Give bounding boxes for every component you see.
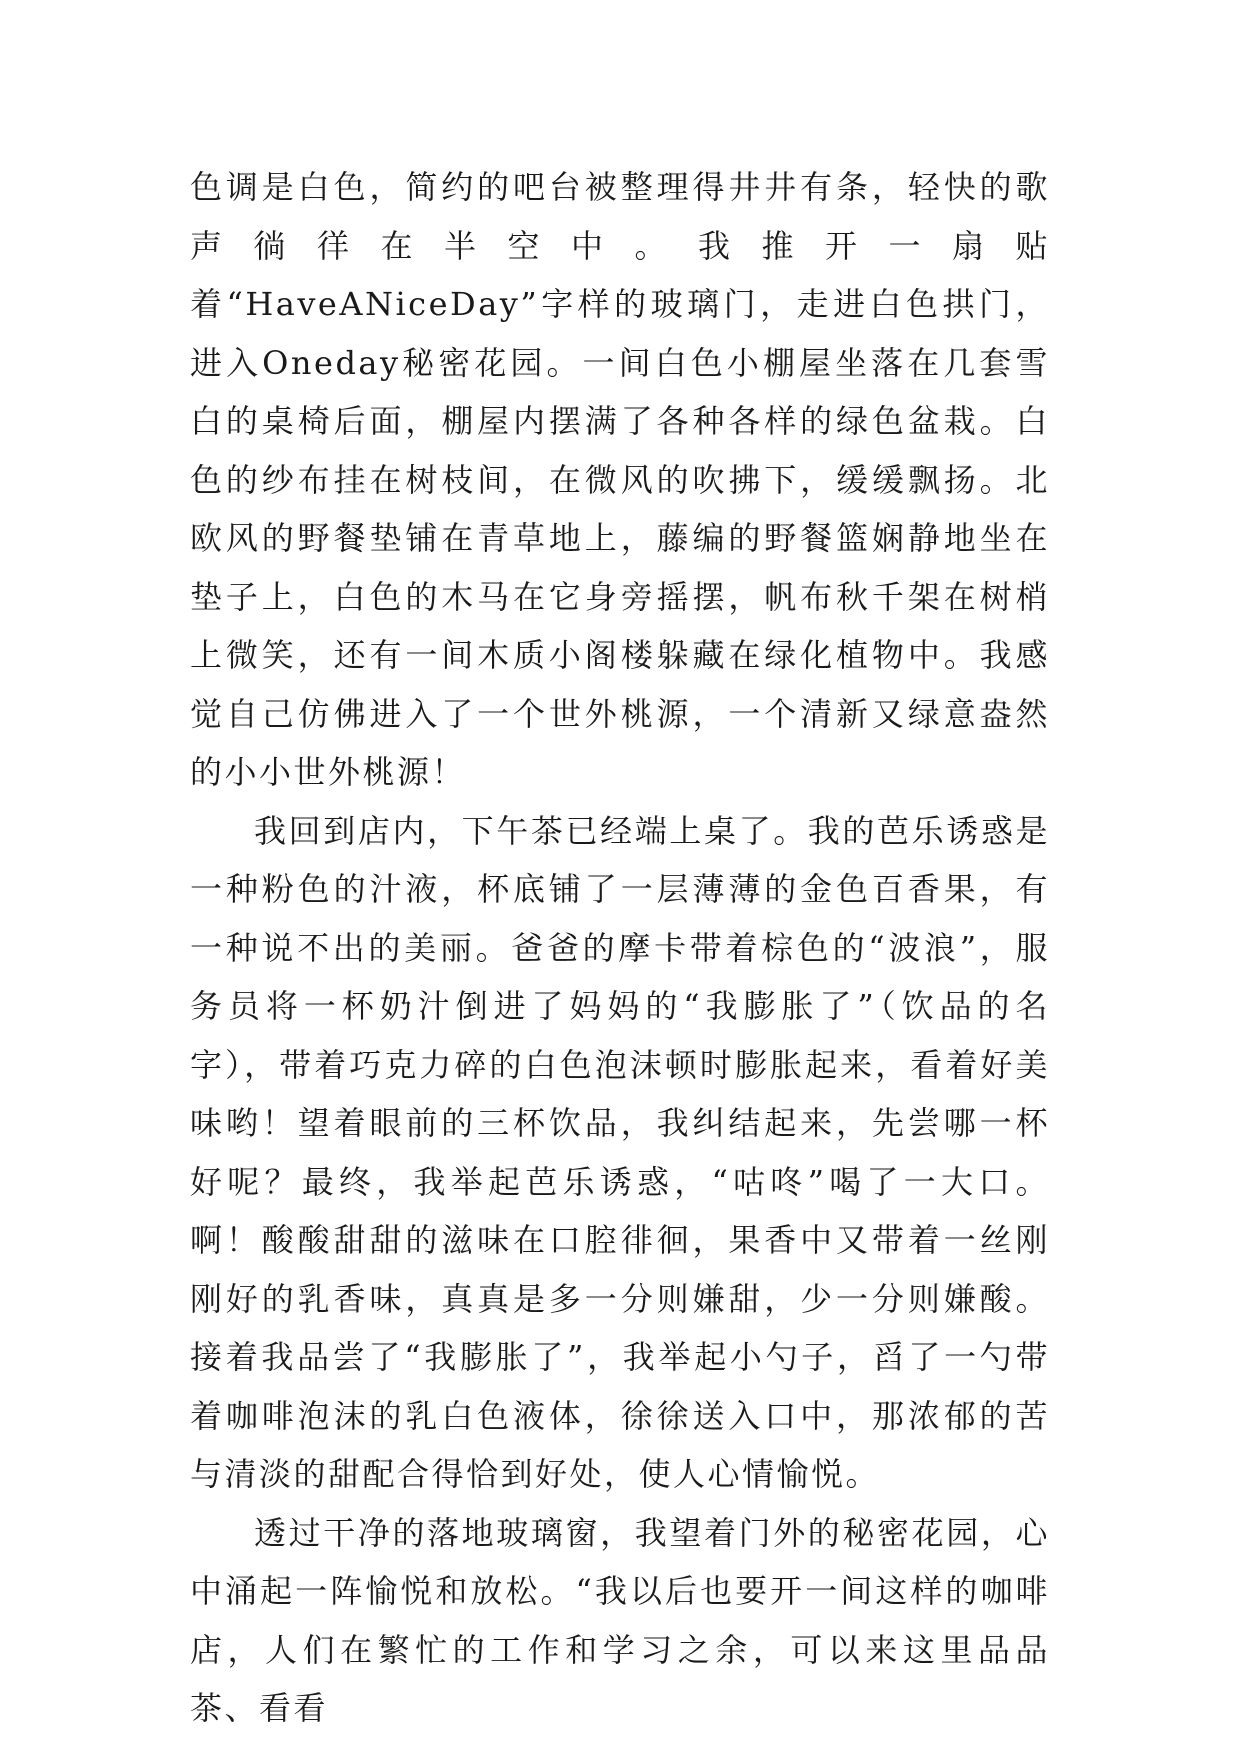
body-text	[190, 158, 1050, 1738]
paragraph-window: 透过干净的落地玻璃窗，我望着门外的秘密花园，心中涌起一阵愉悦和放松。“我以后也要开一间这样的咖啡店，人们在繁忙的工作和学习之余，可以来这里品品茶、看看	[190, 1513, 1050, 1727]
paragraph-tea: 我回到店内，下午茶已经端上桌了。我的芭乐诱惑是一种粉色的汁液，杯底铺了一层薄薄的金色百香果，有一种说不出的美丽。爸爸的摩卡带着棕色的“波浪”，服务员将一杯奶汁倒进了妈妈的“我膨胀了”（饮品的名字），带着巧克力碎的白色泡沫顿时膨胀起来，看着好美味哟！望着眼前的三杯饮品，我纠结起来，先尝哪一杯好呢？最终，我举起芭乐诱惑，“咕咚”喝了一大口。啊！酸酸甜甜的滋味在口腔徘徊，果香中又带着一丝刚刚好的乳香味，真真是多一分则嫌甜，少一分则嫌酸。接着我品尝了“我膨胀了”，我举起小勺子，舀了一勺带着咖啡泡沫的乳白色液体，徐徐送入口中，那浓郁的苦与清淡的甜配合得恰到好处，使人心情愉悦。	[190, 811, 1050, 1493]
paragraph-garden: 色调是白色，简约的吧台被整理得井井有条，轻快的歌声徜徉在半空中。我推开一扇贴着“HaveANiceDay”字样的玻璃门，走进白色拱门，进入Oneday秘密花园。一间白色小棚屋坐落在几套雪白的桌椅后面，棚屋内摆满了各种各样的绿色盆栽。白色的纱布挂在树枝间，在微风的吹拂下，缓缓飘扬。北欧风的野餐垫铺在青草地上，藤编的野餐篮娴静地坐在垫子上，白色的木马在它身旁摇摆，帆布秋千架在树梢上微笑，还有一间木质小阁楼躲藏在绿化植物中。我感觉自己仿佛进入了一个世外桃源，一个清新又绿意盎然的小小世外桃源！	[190, 168, 1050, 791]
